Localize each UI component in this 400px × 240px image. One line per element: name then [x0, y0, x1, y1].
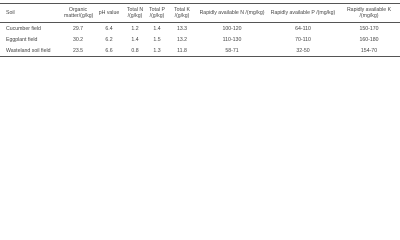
- table-cell: 13.3: [176, 25, 188, 32]
- table-cell: 11.8: [177, 47, 187, 54]
- soil-properties-table: [0, 3, 400, 57]
- table-cell: 13.2: [176, 36, 188, 43]
- table-cell: 6.2: [105, 36, 113, 43]
- table-cell-soil: Wasteland soil field: [6, 47, 51, 54]
- column-header-rapidly-available-p: Rapidly available P /(mg/kg): [270, 10, 336, 16]
- table-cell-soil: Eggplant field: [6, 36, 38, 43]
- table-cell: 70-110: [295, 36, 311, 43]
- table-cell: 64-110: [295, 25, 311, 32]
- table-cell: 1.4: [153, 25, 161, 32]
- table-cell: 58-71: [225, 47, 239, 54]
- table-body: [0, 23, 400, 57]
- soil-properties-table-container: [0, 0, 400, 61]
- table-cell: 29.7: [72, 25, 84, 32]
- table-cell: 30.2: [72, 36, 84, 43]
- table-cell: 1.4: [131, 36, 139, 43]
- table-row: [0, 34, 400, 45]
- table-cell: 160-180: [359, 36, 379, 43]
- table-cell: 1.3: [153, 47, 161, 54]
- table-cell: 1.2: [131, 25, 139, 32]
- table-cell: 6.6: [105, 47, 113, 54]
- table-cell: 6.4: [105, 25, 113, 32]
- table-cell: 23.5: [72, 47, 84, 54]
- table-cell-soil: Cucumber field: [6, 25, 41, 32]
- column-header-rapidly-available-n: Rapidly available N /(mg/kg): [199, 10, 265, 16]
- column-header-total-n: Total N /(g/kg): [126, 7, 144, 19]
- column-header-soil: Soil: [6, 10, 15, 16]
- table-header: [0, 4, 400, 23]
- table-row: [0, 45, 400, 57]
- table-cell: 150-170: [359, 25, 379, 32]
- column-header-ph-value: pH value: [98, 10, 120, 16]
- table-cell: 1.5: [153, 36, 161, 43]
- table-cell: 154-70: [360, 47, 378, 54]
- header-row: [0, 4, 400, 23]
- column-header-rapidly-available-k: Rapidly available K /(mg/kg): [346, 7, 392, 19]
- column-header-total-k: Total K /(g/kg): [174, 7, 190, 19]
- table-row: [0, 23, 400, 35]
- column-header-organic-matter: Organic matter/(g/kg): [64, 7, 94, 19]
- column-header-total-p: Total P /(g/kg): [149, 7, 165, 19]
- table-cell: 100-120: [222, 25, 242, 32]
- table-cell: 32-50: [296, 47, 310, 54]
- table-cell: 110-130: [222, 36, 242, 43]
- table-cell: 0.8: [131, 47, 139, 54]
